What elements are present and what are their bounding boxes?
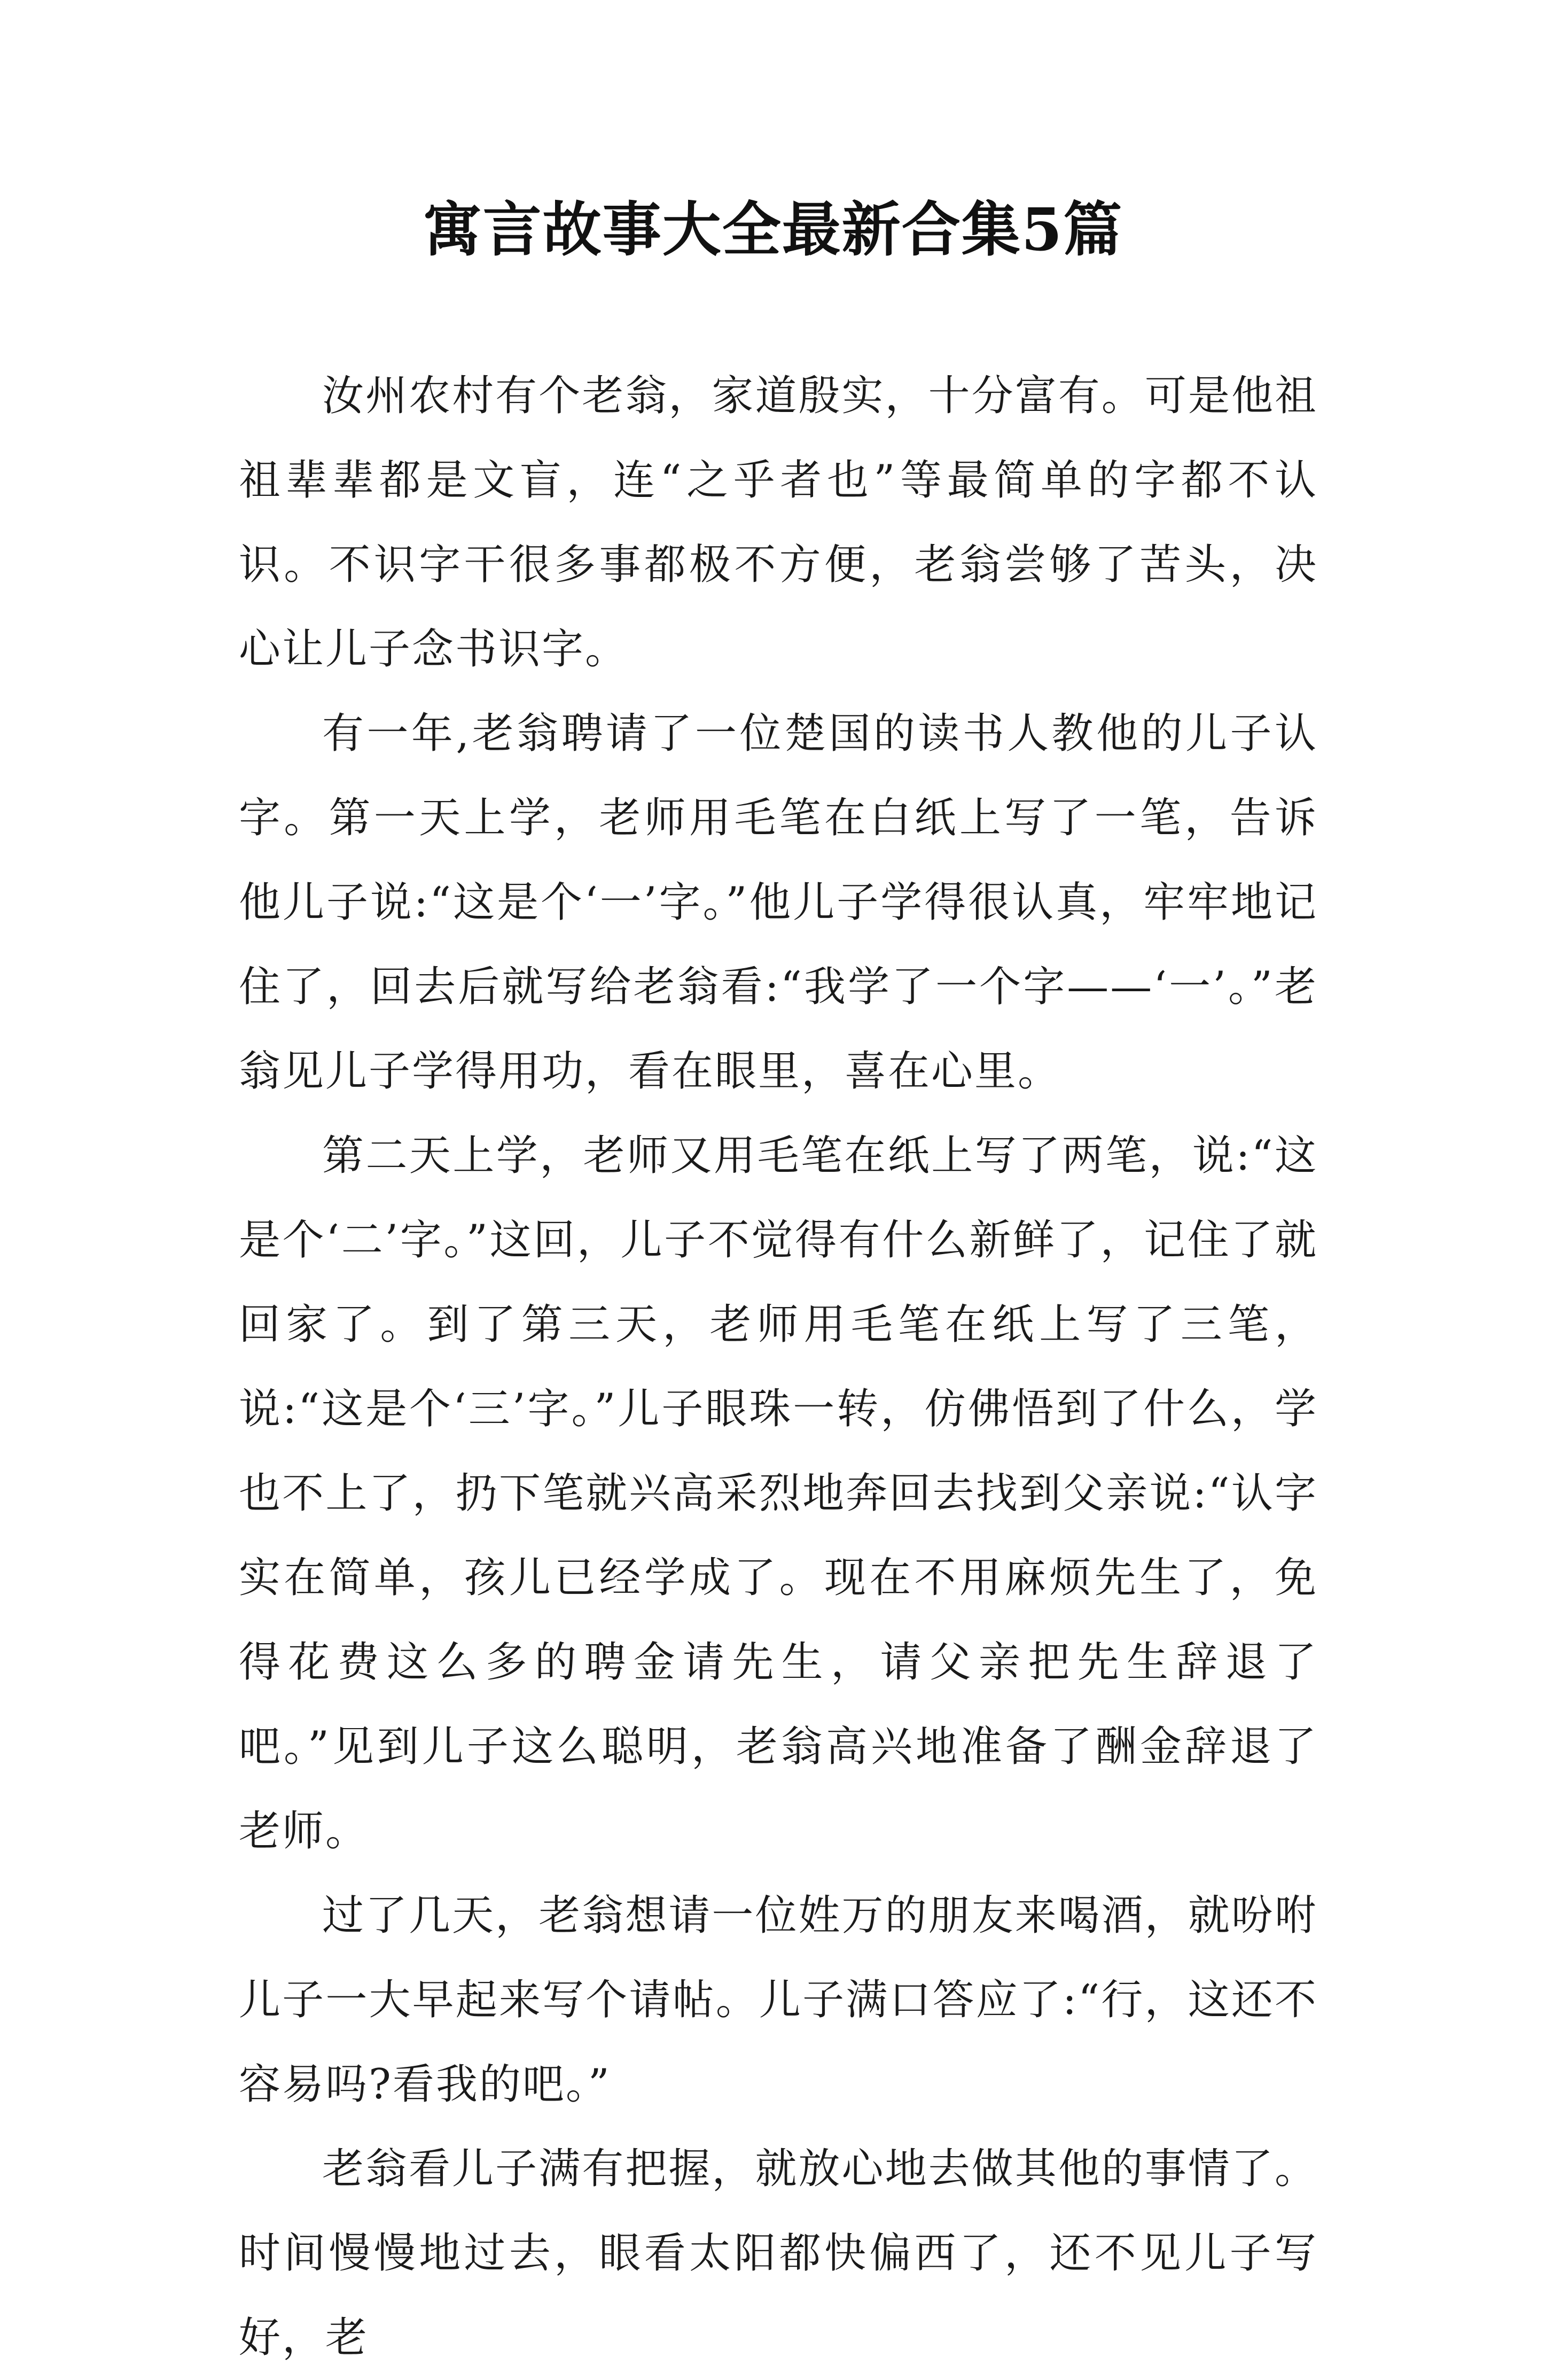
paragraph: 过了几天，老翁想请一位姓万的朋友来喝酒，就吩咐儿子一大早起来写个请帖。儿子满口答应了:“行，这还不容易吗?看我的吧。” [239,1892,1318,2109]
paragraph: 老翁看儿子满有把握，就放心地去做其他的事情了。时间慢慢地过去，眼看太阳都快偏西了，还不见儿子写好，老 [239,2145,1318,2362]
paragraph: 有一年,老翁聘请了一位楚国的读书人教他的儿子认字。第一天上学，老师用毛笔在白纸上写了一笔，告诉他儿子说:“这是个‘一’字。”他儿子学得很认真，牢牢地记住了，回去后就写给老翁看:“我学了一个字——‘一’。”老翁见儿子学得用功，看在眼里，喜在心里。 [239,710,1318,1095]
paragraph: 汝州农村有个老翁，家道殷实，十分富有。可是他祖祖辈辈都是文盲，连“之乎者也”等最简单的字都不认识。不识字干很多事都极不方便，老翁尝够了苦头，决心让儿子念书识字。 [239,372,1318,673]
paragraph: 第二天上学，老师又用毛笔在纸上写了两笔，说:“这是个‘二’字。”这回，儿子不觉得有什么新鲜了，记住了就回家了。到了第三天，老师用毛笔在纸上写了三笔，说:“这是个‘三’字。”儿子眼珠一转，仿佛悟到了什么，学也不上了，扔下笔就兴高采烈地奔回去找到父亲说:“认字实在简单，孩儿已经学成了。现在不用麻烦先生了，免得花费这么多的聘金请先生，请父亲把先生辞退了吧。”见到儿子这么聪明，老翁高兴地准备了酬金辞退了老师。 [239,1132,1318,1855]
document-body [239,354,1318,2380]
document-title: 寓言故事大全最新合集5篇 [423,195,1123,264]
